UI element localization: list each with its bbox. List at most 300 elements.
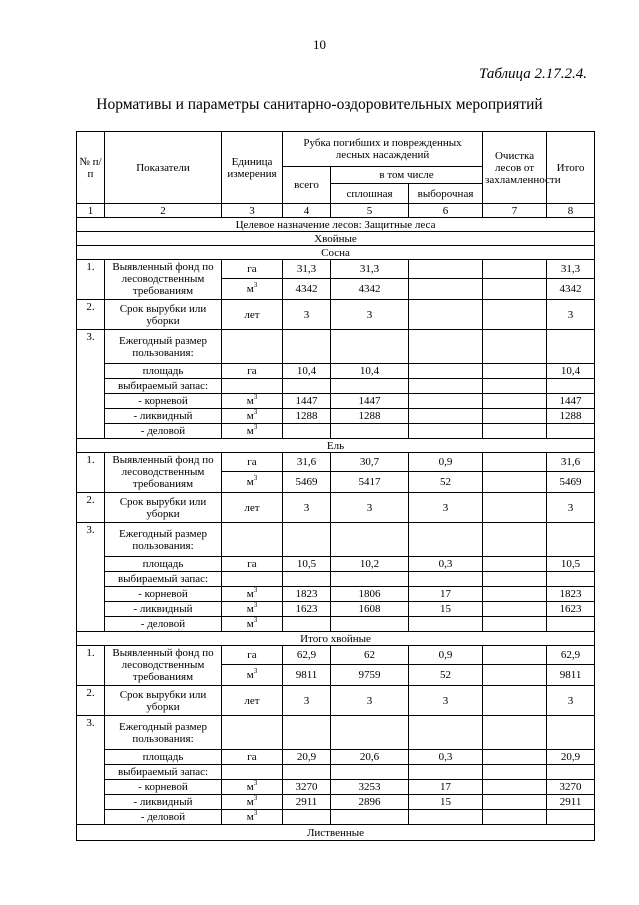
norms-table <box>76 131 595 841</box>
label-line: уборки <box>146 700 180 713</box>
term-row <box>77 686 595 716</box>
value-cell <box>283 617 331 632</box>
value-cell: 1447 <box>331 394 409 409</box>
header-clearing: Очистка лесов от захламленности <box>483 132 547 204</box>
label-line: Выявленный фонд по <box>112 454 214 466</box>
unit-cell <box>222 587 283 602</box>
species-row <box>77 439 595 453</box>
unit-cell <box>222 795 283 810</box>
indicator-label: - деловой <box>105 424 222 439</box>
area-row <box>77 750 595 765</box>
column-number: 1 <box>77 204 105 218</box>
value-cell: 15 <box>409 795 483 810</box>
liquid-row <box>77 602 595 617</box>
value-cell: 10,4 <box>547 364 595 379</box>
empty-cell <box>409 716 483 750</box>
value-cell: 62,9 <box>547 646 595 665</box>
indicator-label: - ликвидный <box>105 409 222 424</box>
page-number: 10 <box>313 37 326 52</box>
value-cell <box>483 493 547 523</box>
column-number-row <box>77 204 595 218</box>
header-grand-total: Итого <box>547 132 595 204</box>
value-cell <box>409 260 483 279</box>
row-number: 3. <box>77 523 105 632</box>
indicator-label: - корневой <box>105 394 222 409</box>
indicator-label <box>105 716 222 750</box>
indicator-label: - ликвидный <box>105 795 222 810</box>
value-cell: 17 <box>409 587 483 602</box>
empty-cell <box>331 523 409 557</box>
unit-m3: м <box>246 425 254 437</box>
unit-m3: м <box>246 603 254 615</box>
value-cell <box>409 394 483 409</box>
unit-cell <box>222 379 283 394</box>
label-line: лесоводственным <box>121 273 205 285</box>
label-line: уборки <box>146 507 180 520</box>
empty-cell <box>331 330 409 364</box>
value-cell: 1623 <box>547 602 595 617</box>
value-cell <box>483 453 547 472</box>
value-cell <box>483 602 547 617</box>
label-line: требованиям <box>132 285 194 297</box>
indicator-label: - деловой <box>105 810 222 825</box>
row-number: 2. <box>77 300 105 330</box>
indicator-label: выбираемый запас: <box>105 765 222 780</box>
value-cell: 3 <box>547 300 595 330</box>
empty-cell <box>283 765 331 780</box>
value-cell: 20,6 <box>331 750 409 765</box>
species-row <box>77 825 595 841</box>
empty-cell <box>409 572 483 587</box>
value-cell <box>283 810 331 825</box>
unit-cell <box>222 472 283 493</box>
unit-m3: м <box>246 781 254 793</box>
empty-cell <box>547 765 595 780</box>
value-cell <box>409 364 483 379</box>
unit-m3: м <box>246 395 254 407</box>
indicator-label <box>105 686 222 716</box>
unit-m3: м <box>246 811 254 823</box>
value-cell: 3 <box>409 686 483 716</box>
row-number: 1. <box>77 453 105 493</box>
unit-cell <box>222 602 283 617</box>
species-label: Сосна <box>77 246 595 260</box>
value-cell: 1447 <box>547 394 595 409</box>
value-cell: 31,3 <box>547 260 595 279</box>
value-cell: 30,7 <box>331 453 409 472</box>
unit-cell: лет <box>222 493 283 523</box>
value-cell: 31,6 <box>283 453 331 472</box>
value-cell <box>483 646 547 665</box>
value-cell: 3270 <box>283 780 331 795</box>
empty-cell <box>547 330 595 364</box>
label-line: Выявленный фонд по <box>112 261 214 273</box>
empty-cell <box>409 330 483 364</box>
empty-cell <box>483 523 547 557</box>
empty-cell <box>331 765 409 780</box>
unit-superscript: 3 <box>253 474 258 482</box>
stock-row <box>77 765 595 780</box>
label-line: пользования: <box>132 346 194 359</box>
value-cell <box>547 424 595 439</box>
unit-cell <box>222 716 283 750</box>
empty-cell <box>331 379 409 394</box>
value-cell <box>483 424 547 439</box>
value-cell: 1447 <box>283 394 331 409</box>
unit-superscript: 3 <box>253 809 258 817</box>
value-cell: 3 <box>331 493 409 523</box>
value-cell: 20,9 <box>283 750 331 765</box>
value-cell <box>409 409 483 424</box>
value-cell <box>483 394 547 409</box>
column-number: 3 <box>222 204 283 218</box>
value-cell <box>483 665 547 686</box>
stock-row <box>77 572 595 587</box>
liquid-row <box>77 409 595 424</box>
unit-superscript: 3 <box>253 408 258 416</box>
unit-superscript: 3 <box>253 586 258 594</box>
value-cell: 9811 <box>283 665 331 686</box>
value-cell <box>331 810 409 825</box>
species-label: Ель <box>77 439 595 453</box>
unit-cell <box>222 780 283 795</box>
root-row <box>77 587 595 602</box>
value-cell: 3 <box>331 686 409 716</box>
empty-cell <box>331 716 409 750</box>
value-cell: 0,9 <box>409 646 483 665</box>
annual-row <box>77 523 595 557</box>
table-title: Нормативы и параметры санитарно-оздоровительных мероприятий <box>96 96 543 113</box>
unit-m3: м <box>246 796 254 808</box>
value-cell: 31,3 <box>331 260 409 279</box>
unit-cell: га <box>222 750 283 765</box>
value-cell: 3 <box>283 686 331 716</box>
unit-m3: м <box>246 283 254 295</box>
indicator-label <box>105 523 222 557</box>
value-cell: 1288 <box>547 409 595 424</box>
unit-cell: га <box>222 453 283 472</box>
label-line: Срок вырубки или <box>119 688 207 701</box>
value-cell: 20,9 <box>547 750 595 765</box>
unit-cell: га <box>222 364 283 379</box>
unit-superscript: 3 <box>253 601 258 609</box>
value-cell: 5469 <box>283 472 331 493</box>
species-row <box>77 246 595 260</box>
value-cell <box>483 750 547 765</box>
label-line: требованиям <box>132 478 194 490</box>
value-cell <box>483 587 547 602</box>
value-cell: 3 <box>331 300 409 330</box>
unit-cell <box>222 394 283 409</box>
indicator-label: - ликвидный <box>105 602 222 617</box>
liquid-row <box>77 795 595 810</box>
indicator-label <box>105 330 222 364</box>
unit-cell <box>222 765 283 780</box>
value-cell: 15 <box>409 602 483 617</box>
unit-cell <box>222 330 283 364</box>
empty-cell <box>483 572 547 587</box>
empty-cell <box>409 379 483 394</box>
value-cell: 62,9 <box>283 646 331 665</box>
group-label: Хвойные <box>77 232 595 246</box>
stock-row <box>77 379 595 394</box>
unit-superscript: 3 <box>253 667 258 675</box>
row-number: 1. <box>77 646 105 686</box>
column-number: 4 <box>283 204 331 218</box>
value-cell: 10,2 <box>331 557 409 572</box>
value-cell <box>483 617 547 632</box>
row-number: 2. <box>77 493 105 523</box>
value-cell <box>283 424 331 439</box>
value-cell <box>483 686 547 716</box>
label-line: Срок вырубки или <box>119 495 207 508</box>
label-line: лесоводственным <box>121 659 205 671</box>
column-number: 8 <box>547 204 595 218</box>
fund-row <box>77 646 595 665</box>
value-cell <box>483 810 547 825</box>
empty-cell <box>483 330 547 364</box>
header-total-felling: всего <box>283 167 331 204</box>
unit-m3: м <box>246 618 254 630</box>
species-label: Лиственные <box>77 825 595 841</box>
value-cell: 62 <box>331 646 409 665</box>
row-number: 1. <box>77 260 105 300</box>
header-including: в том числе <box>331 167 483 184</box>
indicator-label: выбираемый запас: <box>105 572 222 587</box>
column-number: 7 <box>483 204 547 218</box>
value-cell: 1623 <box>283 602 331 617</box>
unit-superscript: 3 <box>253 779 258 787</box>
value-cell <box>409 279 483 300</box>
label-line: Выявленный фонд по <box>112 647 214 659</box>
value-cell: 1288 <box>283 409 331 424</box>
term-row <box>77 493 595 523</box>
unit-cell <box>222 409 283 424</box>
value-cell: 3 <box>283 300 331 330</box>
value-cell: 0,3 <box>409 557 483 572</box>
value-cell <box>547 617 595 632</box>
value-cell <box>409 300 483 330</box>
unit-superscript: 3 <box>253 616 258 624</box>
empty-cell <box>283 379 331 394</box>
header-selective: выборочная <box>409 184 483 204</box>
value-cell <box>547 810 595 825</box>
value-cell: 10,4 <box>331 364 409 379</box>
value-cell: 31,3 <box>283 260 331 279</box>
unit-superscript: 3 <box>253 393 258 401</box>
header-clear: сплошная <box>331 184 409 204</box>
header-felling-group: Рубка погибших и поврежденных лесных насаждений <box>283 132 483 167</box>
unit-m3: м <box>246 669 254 681</box>
unit-cell <box>222 523 283 557</box>
indicator-label: - деловой <box>105 617 222 632</box>
value-cell: 10,5 <box>547 557 595 572</box>
indicator-label: - корневой <box>105 587 222 602</box>
empty-cell <box>483 765 547 780</box>
value-cell: 52 <box>409 665 483 686</box>
value-cell <box>409 617 483 632</box>
value-cell: 3270 <box>547 780 595 795</box>
value-cell: 9759 <box>331 665 409 686</box>
value-cell <box>483 364 547 379</box>
indicator-label <box>105 300 222 330</box>
indicator-label <box>105 260 222 300</box>
value-cell: 4342 <box>283 279 331 300</box>
species-row <box>77 632 595 646</box>
indicator-label <box>105 646 222 686</box>
label-line: пользования: <box>132 539 194 552</box>
header-row <box>77 132 595 167</box>
value-cell <box>409 810 483 825</box>
unit-superscript: 3 <box>253 794 258 802</box>
value-cell: 2896 <box>331 795 409 810</box>
unit-cell: лет <box>222 300 283 330</box>
unit-m3: м <box>246 476 254 488</box>
group-row <box>77 232 595 246</box>
value-cell: 3253 <box>331 780 409 795</box>
table-body <box>77 132 595 841</box>
value-cell: 3 <box>547 493 595 523</box>
value-cell <box>483 260 547 279</box>
empty-cell <box>409 523 483 557</box>
empty-cell <box>483 716 547 750</box>
unit-cell <box>222 810 283 825</box>
value-cell <box>483 557 547 572</box>
value-cell: 1823 <box>547 587 595 602</box>
label-line: уборки <box>146 314 180 327</box>
indicator-label: - корневой <box>105 780 222 795</box>
annual-row <box>77 330 595 364</box>
unit-superscript: 3 <box>253 423 258 431</box>
value-cell <box>331 617 409 632</box>
value-cell: 10,4 <box>283 364 331 379</box>
unit-cell: га <box>222 557 283 572</box>
column-number: 5 <box>331 204 409 218</box>
value-cell: 3 <box>283 493 331 523</box>
fund-row <box>77 260 595 279</box>
business-row <box>77 617 595 632</box>
unit-cell: га <box>222 646 283 665</box>
purpose-row <box>77 218 595 232</box>
empty-cell <box>283 523 331 557</box>
indicator-label <box>105 453 222 493</box>
value-cell: 5469 <box>547 472 595 493</box>
value-cell: 2911 <box>547 795 595 810</box>
value-cell <box>483 300 547 330</box>
indicator-label: выбираемый запас: <box>105 379 222 394</box>
value-cell: 1823 <box>283 587 331 602</box>
fund-row <box>77 453 595 472</box>
label-line: Срок вырубки или <box>119 302 207 315</box>
empty-cell <box>283 572 331 587</box>
unit-m3: м <box>246 410 254 422</box>
root-row <box>77 394 595 409</box>
value-cell <box>483 472 547 493</box>
unit-cell: га <box>222 260 283 279</box>
unit-cell <box>222 617 283 632</box>
value-cell: 31,6 <box>547 453 595 472</box>
empty-cell <box>547 572 595 587</box>
indicator-label <box>105 493 222 523</box>
value-cell: 9811 <box>547 665 595 686</box>
species-label: Итого хвойные <box>77 632 595 646</box>
value-cell: 3 <box>547 686 595 716</box>
value-cell: 2911 <box>283 795 331 810</box>
label-line: Ежегодный размер <box>119 527 207 540</box>
empty-cell <box>283 330 331 364</box>
row-number: 3. <box>77 330 105 439</box>
unit-cell <box>222 572 283 587</box>
label-line: Ежегодный размер <box>119 334 207 347</box>
term-row <box>77 300 595 330</box>
value-cell: 4342 <box>547 279 595 300</box>
empty-cell <box>409 765 483 780</box>
area-row <box>77 557 595 572</box>
value-cell: 4342 <box>331 279 409 300</box>
area-row <box>77 364 595 379</box>
annual-row <box>77 716 595 750</box>
indicator-label: площадь <box>105 364 222 379</box>
indicator-label: площадь <box>105 750 222 765</box>
label-line: Ежегодный размер <box>119 720 207 733</box>
value-cell: 17 <box>409 780 483 795</box>
value-cell: 3 <box>409 493 483 523</box>
header-num: № п/п <box>77 132 105 204</box>
root-row <box>77 780 595 795</box>
empty-cell <box>547 379 595 394</box>
unit-cell <box>222 424 283 439</box>
purpose-label: Целевое назначение лесов: Защитные леса <box>77 218 595 232</box>
value-cell <box>483 795 547 810</box>
value-cell: 1608 <box>331 602 409 617</box>
column-number: 6 <box>409 204 483 218</box>
value-cell: 52 <box>409 472 483 493</box>
value-cell <box>409 424 483 439</box>
empty-cell <box>547 716 595 750</box>
header-unit: Единица измерения <box>222 132 283 204</box>
table-caption: Таблица 2.17.2.4. <box>479 66 587 82</box>
unit-cell: лет <box>222 686 283 716</box>
business-row <box>77 810 595 825</box>
value-cell <box>483 780 547 795</box>
empty-cell <box>483 379 547 394</box>
label-line: пользования: <box>132 732 194 745</box>
label-line: лесоводственным <box>121 466 205 478</box>
empty-cell <box>331 572 409 587</box>
business-row <box>77 424 595 439</box>
value-cell <box>331 424 409 439</box>
value-cell: 5417 <box>331 472 409 493</box>
label-line: требованиям <box>132 671 194 683</box>
unit-cell <box>222 279 283 300</box>
value-cell <box>483 409 547 424</box>
column-number: 2 <box>105 204 222 218</box>
row-number: 2. <box>77 686 105 716</box>
value-cell: 10,5 <box>283 557 331 572</box>
row-number: 3. <box>77 716 105 825</box>
value-cell: 0,3 <box>409 750 483 765</box>
header-indicator: Показатели <box>105 132 222 204</box>
value-cell: 1806 <box>331 587 409 602</box>
unit-m3: м <box>246 588 254 600</box>
empty-cell <box>283 716 331 750</box>
indicator-label: площадь <box>105 557 222 572</box>
value-cell <box>483 279 547 300</box>
empty-cell <box>547 523 595 557</box>
unit-superscript: 3 <box>253 281 258 289</box>
unit-cell <box>222 665 283 686</box>
value-cell: 0,9 <box>409 453 483 472</box>
